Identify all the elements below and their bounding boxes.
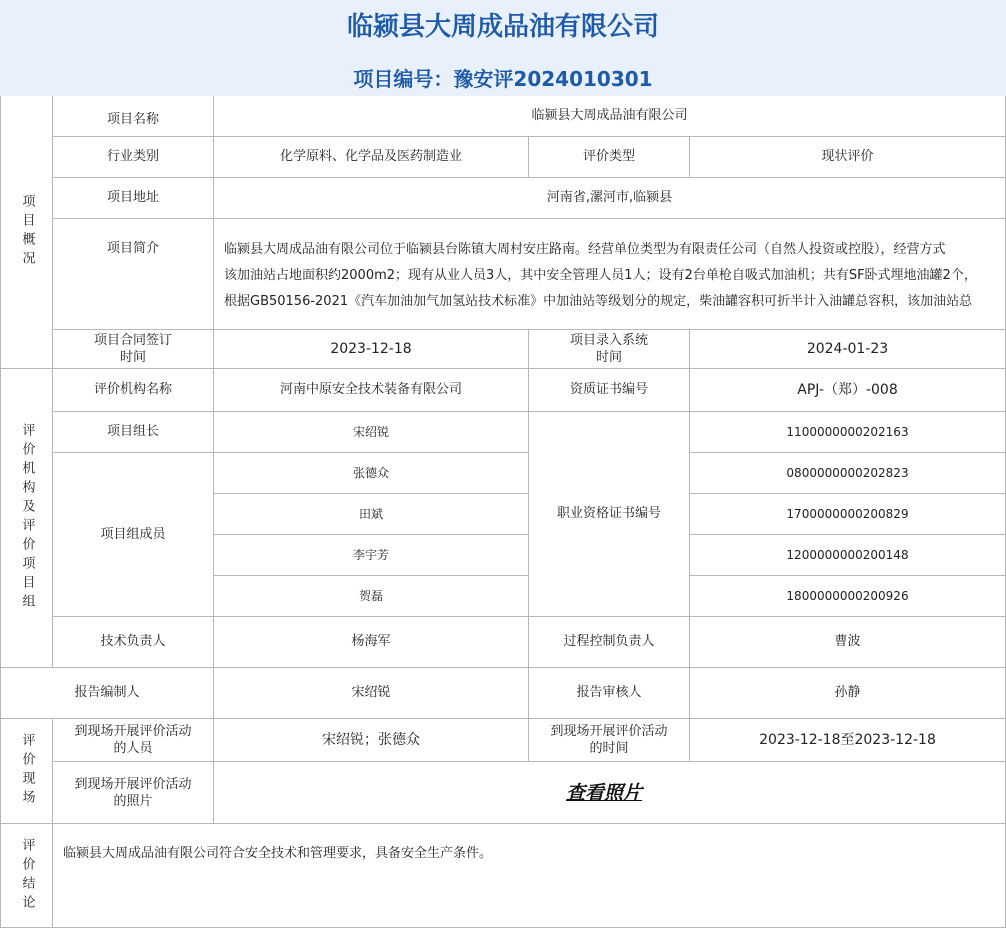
section-conclusion: 评价结论 bbox=[0, 824, 53, 928]
tech-lead-value: 杨海军 bbox=[214, 617, 529, 668]
page-title: 临颍县大周成品油有限公司 bbox=[346, 12, 659, 42]
member-cert: 1200000000200148 bbox=[690, 535, 1006, 576]
agency-value: 河南中原安全技术装备有限公司 bbox=[214, 369, 529, 412]
site-photo-label: 到现场开展评价活动的照片 bbox=[53, 762, 214, 824]
member-name: 贺磊 bbox=[214, 576, 529, 617]
leader-cert: 1100000000202163 bbox=[690, 412, 1006, 453]
qual-cert-label: 职业资格证书编号 bbox=[529, 412, 690, 617]
members-label: 项目组成员 bbox=[53, 453, 214, 617]
report-reviewer-label: 报告审核人 bbox=[529, 668, 690, 719]
intro-line: 根据GB50156-2021《汽车加油加气加氢站技术标准》中加油站等级划分的规定，柴油罐容积可折半计入油罐总容积，该加油站总 bbox=[224, 294, 973, 309]
section-org: 评价机构及评价项目组 bbox=[0, 369, 53, 668]
intro-text bbox=[214, 219, 1006, 330]
address-value: 河南省,漯河市,临颍县 bbox=[214, 178, 1006, 219]
member-cert: 1800000000200926 bbox=[690, 576, 1006, 617]
tech-lead-label: 技术负责人 bbox=[53, 617, 214, 668]
site-people-label: 到现场开展评价活动的人员 bbox=[53, 719, 214, 762]
member-name: 李宇芳 bbox=[214, 535, 529, 576]
project-name-value: 临颍县大周成品油有限公司 bbox=[214, 96, 1006, 137]
cert-label: 资质证书编号 bbox=[529, 369, 690, 412]
site-people-value: 宋绍锐；张德众 bbox=[214, 719, 529, 762]
industry-label: 行业类别 bbox=[53, 137, 214, 178]
report-author-value: 宋绍锐 bbox=[214, 668, 529, 719]
intro-line: 该加油站占地面积约2000m2；现有从业人员3人，其中安全管理人员1人；设有2台单枪自吸式加油机；共有SF卧式埋地油罐2个， bbox=[224, 268, 977, 283]
member-name: 田斌 bbox=[214, 494, 529, 535]
intro-label: 项目简介 bbox=[53, 219, 214, 330]
leader-label: 项目组长 bbox=[53, 412, 214, 453]
section-overview: 项目概况 bbox=[0, 96, 53, 369]
conclusion-text: 临颍县大周成品油有限公司符合安全技术和管理要求，具备安全生产条件。 bbox=[53, 824, 1006, 928]
contract-time-value: 2023-12-18 bbox=[214, 330, 529, 369]
leader-name: 宋绍锐 bbox=[214, 412, 529, 453]
cert-value: APJ-（郑）-008 bbox=[690, 369, 1006, 412]
eval-type-label: 评价类型 bbox=[529, 137, 690, 178]
process-lead-label: 过程控制负责人 bbox=[529, 617, 690, 668]
entry-time-value: 2024-01-23 bbox=[690, 330, 1006, 369]
industry-value: 化学原料、化学品及医药制造业 bbox=[214, 137, 529, 178]
entry-time-label: 项目录入系统时间 bbox=[529, 330, 690, 369]
project-number: 项目编号：豫安评2024010301 bbox=[353, 67, 653, 91]
view-photos-link[interactable]: 查看照片 bbox=[566, 781, 643, 804]
intro-line: 临颍县大周成品油有限公司位于临颍县台陈镇大周村安庄路南。经营单位类型为有限责任公司（自然人投资或控股），经营方式 bbox=[224, 242, 946, 257]
page-header bbox=[0, 0, 1006, 97]
section-site: 评价现场 bbox=[0, 719, 53, 824]
report-author-label: 报告编制人 bbox=[0, 668, 214, 719]
member-name: 张德众 bbox=[214, 453, 529, 494]
eval-type-value: 现状评价 bbox=[690, 137, 1006, 178]
project-name-label: 项目名称 bbox=[53, 96, 214, 137]
site-photo-cell bbox=[214, 762, 1006, 824]
agency-label: 评价机构名称 bbox=[53, 369, 214, 412]
member-cert: 1700000000200829 bbox=[690, 494, 1006, 535]
member-cert: 0800000000202823 bbox=[690, 453, 1006, 494]
process-lead-value: 曹波 bbox=[690, 617, 1006, 668]
address-label: 项目地址 bbox=[53, 178, 214, 219]
report-reviewer-value: 孙静 bbox=[690, 668, 1006, 719]
site-time-label: 到现场开展评价活动的时间 bbox=[529, 719, 690, 762]
contract-time-label: 项目合同签订时间 bbox=[53, 330, 214, 369]
site-time-value: 2023-12-18至2023-12-18 bbox=[690, 719, 1006, 762]
